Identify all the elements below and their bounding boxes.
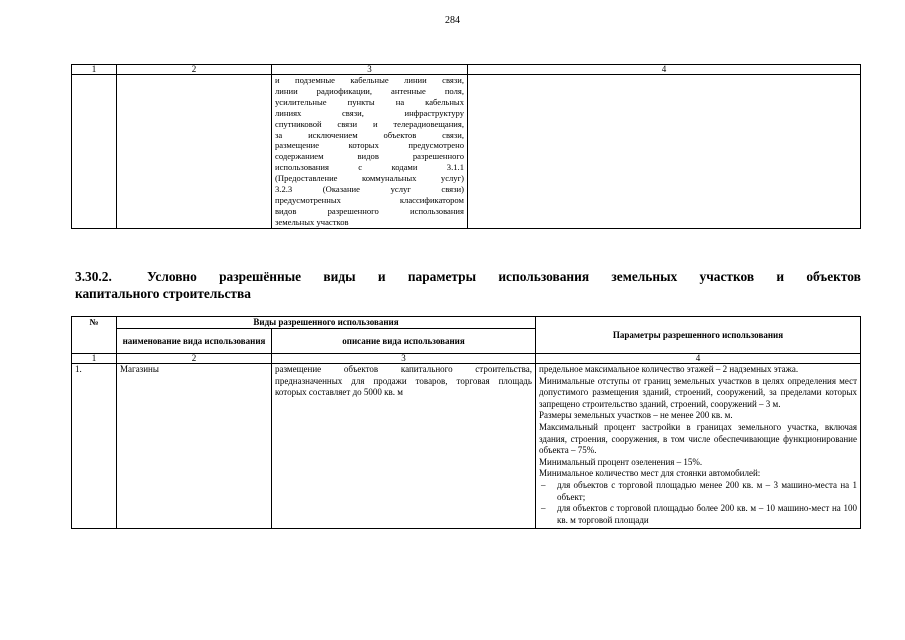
parameter-item: предельное максимальное количество этажей – 2 надземных этажа. <box>539 364 799 374</box>
table-row <box>72 364 861 529</box>
dash-bullet: – <box>541 479 546 490</box>
column-number: 1 <box>72 65 117 75</box>
header-row-1 <box>72 317 861 329</box>
column-number: 1 <box>72 354 117 364</box>
parameters-list <box>539 364 857 480</box>
column-number-row <box>72 354 861 364</box>
section-title-word: земельных <box>611 269 678 284</box>
table-row <box>72 75 861 229</box>
parking-rule-item <box>539 480 857 503</box>
header-name: наименование вида использования <box>117 329 272 354</box>
description-line: (Предоставление коммунальных услуг) <box>275 173 464 184</box>
description-line: размещение которых предусмотрено <box>275 140 464 151</box>
permitted-use-table <box>71 316 861 529</box>
parking-rules-list <box>539 480 857 526</box>
row-number-cell <box>72 75 117 229</box>
description-line: использования с кодами 3.1.1 <box>275 162 464 173</box>
section-heading <box>75 268 861 302</box>
header-description: описание вида использования <box>272 329 536 354</box>
column-number: 2 <box>117 354 272 364</box>
dash-bullet: – <box>541 503 546 514</box>
parking-rule-item <box>539 503 857 526</box>
parameter-item: Минимальное количество мест для стоянки автомобилей: <box>539 468 761 479</box>
description-line: земельных участков <box>275 216 349 227</box>
description-line: предусмотренных классификатором <box>275 194 464 205</box>
name-cell <box>117 75 272 229</box>
section-title-word: использования <box>498 269 590 284</box>
row-number-cell: 1. <box>72 364 117 529</box>
description-line: за исключением объектов связи, <box>275 129 464 140</box>
description-line: линии радиофикации, антенные поля, <box>275 85 464 96</box>
section-title-line2: капитального строительства <box>75 286 251 301</box>
column-number: 4 <box>468 65 861 75</box>
column-number: 4 <box>536 354 861 364</box>
section-title-word: параметры <box>407 269 477 284</box>
parameter-item: Размеры земельных участков – не менее 200 кв. м. <box>539 410 733 421</box>
column-number: 2 <box>117 65 272 75</box>
description-line: содержанием видов разрешенного <box>275 151 464 162</box>
parking-rule-text: для объектов с торговой площадью менее 200 кв. м – 3 машино-места на 1 объект; <box>557 479 857 502</box>
description-line: усилительные пункты на кабельных <box>275 96 464 107</box>
description-line: линиях связи, инфраструктуру <box>275 107 464 118</box>
section-title-word: разрешённые <box>219 269 302 284</box>
description-cell: размещение объектов капитального строительства, предназначенных для продажи товаров, торговая площадь которых составляет до 5000 кв. м <box>272 364 536 529</box>
parameter-item: Максимальный процент застройки в границах земельного участка, включая здания, строения, сооружения, в том числе обеспечивающие функционирование объекта – 75%. <box>539 421 857 456</box>
continued-table <box>71 64 861 229</box>
description-cell <box>272 75 468 229</box>
description-line: 3.2.3 (Оказание услуг связи) <box>275 184 464 195</box>
parameter-item: Минимальные отступы от границ земельных участков в целях определения мест допустимого размещения зданий, строений, сооружений, за пределами которых запрещено строительство зданий, строений, сооружений – 3 м. <box>539 375 857 409</box>
page-number: 284 <box>445 15 460 26</box>
section-title-word: и <box>776 269 785 284</box>
column-number-row <box>72 65 861 75</box>
description-line: видов разрешенного использования <box>275 205 464 216</box>
parking-rule-text: для объектов с торговой площадью более 200 кв. м – 10 машино-мест на 100 кв. м торговой площади <box>557 503 857 525</box>
section-title-line1 <box>147 268 861 285</box>
description-line: и подземные кабельные линии связи, <box>275 75 464 85</box>
section-title-word: виды <box>323 269 356 284</box>
header-parameters: Параметры разрешенного использования <box>536 317 861 354</box>
column-number: 3 <box>272 65 468 75</box>
description-lines <box>275 75 464 228</box>
name-cell: Магазины <box>117 364 272 529</box>
parameters-cell <box>536 364 861 529</box>
header-group: Виды разрешенного использования <box>117 317 536 329</box>
section-number: 3.30.2. <box>75 269 112 284</box>
header-number: № <box>72 317 117 354</box>
section-title-word: объектов <box>806 269 861 284</box>
column-number: 3 <box>272 354 536 364</box>
section-title-word: Условно <box>147 269 197 284</box>
section-title-word: участков <box>699 269 755 284</box>
parameters-cell <box>468 75 861 229</box>
parameter-item: Минимальный процент озеленения – 15%. <box>539 456 703 467</box>
description-line: спутниковой связи и телерадиовещания, <box>275 118 464 129</box>
section-title-word: и <box>377 269 386 284</box>
